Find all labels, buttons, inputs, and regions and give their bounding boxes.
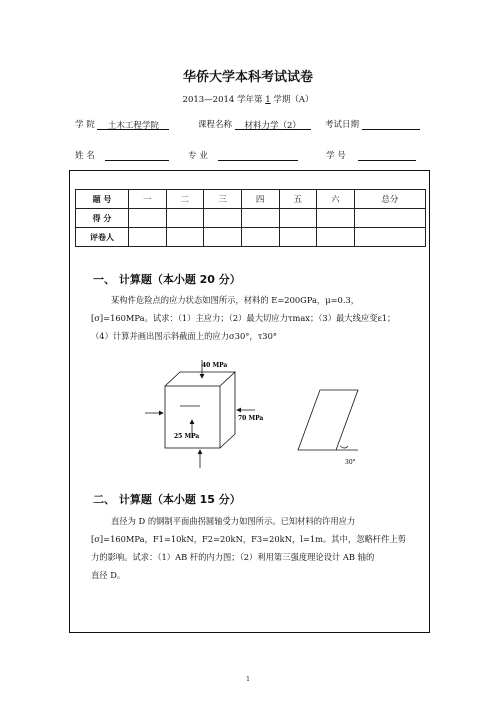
section1-text <box>91 291 421 345</box>
score-cell[interactable] <box>317 209 355 228</box>
section2-line4: 直径 D。 <box>91 570 126 580</box>
angle-label: 30° <box>345 459 356 466</box>
college-label: 学 院 <box>75 120 95 130</box>
score-table <box>75 189 426 247</box>
section2-line1: 直径为 D 的钢制平面曲拐圆轴受力如图所示。已知材料的许用应力 <box>111 516 356 526</box>
score-cell[interactable] <box>354 209 425 228</box>
page-number: 1 <box>246 676 250 683</box>
stress-figure <box>140 358 380 470</box>
section2-heading: 二、 计算题（本小题 15 分） <box>93 493 241 506</box>
grader-cell[interactable] <box>204 228 242 247</box>
label-shear-stress: 25 MPa <box>174 433 200 440</box>
id-field <box>326 149 416 161</box>
grader-cell[interactable] <box>317 228 355 247</box>
grader-cell[interactable] <box>354 228 425 247</box>
course-field <box>198 118 311 130</box>
exam-subtitle <box>0 93 496 105</box>
grader-row <box>76 228 426 247</box>
college-value: 土木工程学院 <box>97 119 169 130</box>
grader-cell[interactable] <box>241 228 279 247</box>
score-cell[interactable] <box>129 209 167 228</box>
score-cell[interactable] <box>204 209 242 228</box>
section1-heading: 一、 计算题（本小题 20 分） <box>93 273 241 286</box>
angle-arc <box>340 446 348 448</box>
col-header-3: 三 <box>204 190 242 209</box>
section1-line3: （4）计算并画出图示斜截面上的应力σ30°，τ30° <box>91 331 277 341</box>
section2-line2: [σ]=160MPa，F1=10kN，F2=20kN，F3=20kN，l=1m。其中，忽略杆件上剪 <box>91 534 406 544</box>
college-field <box>75 118 169 130</box>
col-header-1: 一 <box>129 190 167 209</box>
score-row <box>76 209 426 228</box>
grader-cell[interactable] <box>166 228 204 247</box>
label-top-stress: 40 MPa <box>202 362 228 369</box>
label-right-stress: 70 MPa <box>238 415 264 422</box>
score-table-header-row <box>76 190 426 209</box>
col-header-4: 四 <box>241 190 279 209</box>
score-cell[interactable] <box>279 209 317 228</box>
section1-line1: 某构件危险点的应力状态如图所示，材料的 E=200GPa，μ=0.3， <box>111 295 360 305</box>
col-header-2: 二 <box>166 190 204 209</box>
name-label: 姓 名 <box>75 151 95 161</box>
id-value <box>358 150 416 161</box>
major-value <box>218 150 298 161</box>
subtitle-suffix: 学期（A） <box>273 95 314 105</box>
section1-line2: [σ]=160MPa。试求：（1）主应力；（2）最大切应力τmax；（3）最大线应变ε1； <box>91 313 396 323</box>
course-value: 材料力学（2） <box>235 119 311 130</box>
subtitle-prefix: 2013—2014 学年第 <box>182 95 263 105</box>
major-label: 专 业 <box>188 151 208 161</box>
date-value <box>362 119 420 130</box>
exam-title: 华侨大学本科考试试卷 <box>182 70 313 85</box>
col-header-total: 总分 <box>354 190 425 209</box>
course-label: 课程名称 <box>198 120 233 130</box>
col-header-5: 五 <box>279 190 317 209</box>
score-cell[interactable] <box>166 209 204 228</box>
col-header-number: 题 号 <box>76 190 129 209</box>
section2-line3: 力的影响。试求：（1）AB 杆的内力图；（2）利用第三强度理论设计 AB 轴的 <box>91 552 375 562</box>
name-field <box>75 149 169 161</box>
score-row-label: 得 分 <box>76 209 129 228</box>
grader-cell[interactable] <box>129 228 167 247</box>
section2-text <box>91 512 421 584</box>
name-value <box>105 150 169 161</box>
grader-row-label: 评卷人 <box>76 228 129 247</box>
inclined-section <box>298 390 358 450</box>
col-header-6: 六 <box>317 190 355 209</box>
grader-cell[interactable] <box>279 228 317 247</box>
major-field <box>188 149 298 161</box>
date-label: 考试日期 <box>325 120 360 130</box>
date-field <box>325 118 420 130</box>
score-cell[interactable] <box>241 209 279 228</box>
id-label: 学 号 <box>326 151 346 161</box>
subtitle-term: 1 <box>265 95 271 105</box>
